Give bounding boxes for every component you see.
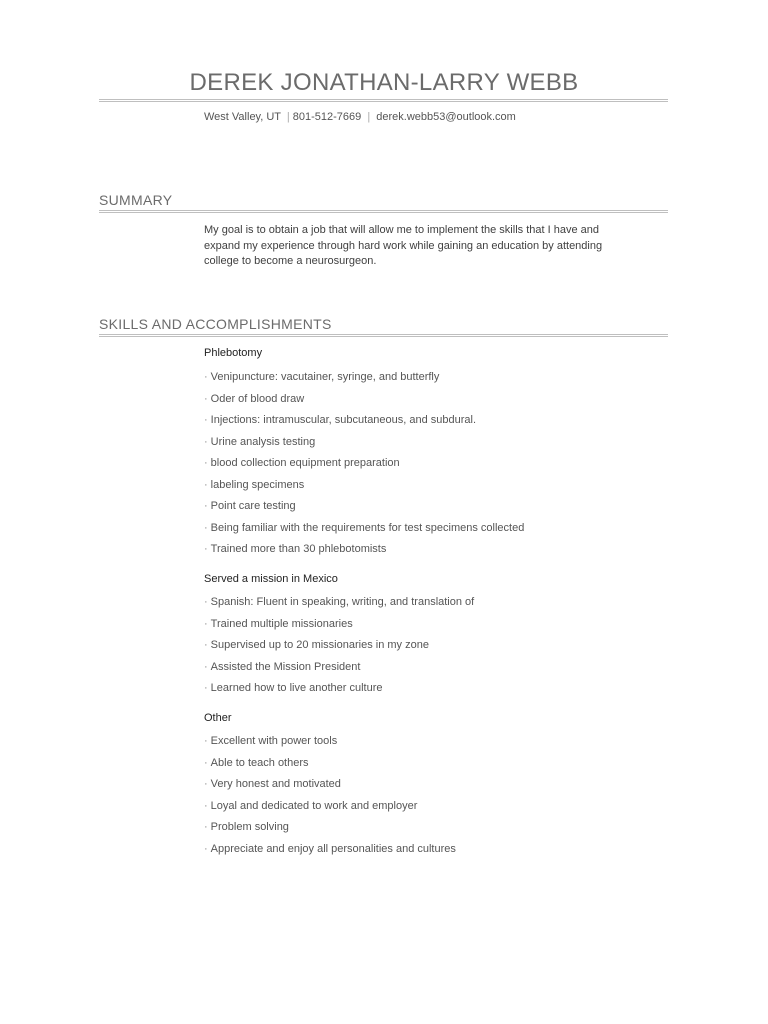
- bullet-glyph: ·: [204, 596, 208, 608]
- bullet-glyph: ·: [204, 639, 208, 651]
- list-item-text: Supervised up to 20 missionaries in my zone: [210, 639, 429, 651]
- list-item: [204, 592, 474, 614]
- phlebotomy-list: [204, 367, 524, 561]
- bullet-glyph: ·: [204, 799, 208, 812]
- list-item-text: Assisted the Mission President: [210, 660, 361, 673]
- list-item-text: Loyal and dedicated to work and employer: [210, 799, 418, 812]
- list-item-text: Urine analysis testing: [210, 435, 316, 448]
- list-item: [204, 817, 456, 839]
- list-item-text: Trained more than 30 phlebotomists: [210, 543, 387, 555]
- list-item: [204, 657, 474, 679]
- list-item-text: Learned how to live another culture: [210, 682, 383, 694]
- bullet-glyph: ·: [204, 457, 208, 469]
- summary-divider: [99, 210, 668, 213]
- list-item-text: Oder of blood draw: [210, 392, 305, 405]
- skills-divider: [99, 334, 668, 337]
- list-item-text: Very honest and motivated: [210, 778, 341, 790]
- list-item: [204, 453, 524, 475]
- bullet-glyph: ·: [204, 543, 208, 555]
- list-item: [204, 496, 524, 518]
- bullet-glyph: ·: [204, 821, 208, 833]
- bullet-glyph: ·: [204, 778, 208, 790]
- contact-phone: 801-512-7669: [292, 111, 362, 123]
- summary-heading: SUMMARY: [99, 192, 173, 208]
- header-divider: [99, 99, 668, 102]
- candidate-name: DEREK JONATHAN-LARRY WEBB: [189, 69, 579, 96]
- list-item-text: Excellent with power tools: [210, 735, 338, 747]
- list-item-text: Venipuncture: vacutainer, syringe, and butterfly: [210, 371, 440, 383]
- list-item: [204, 410, 524, 432]
- list-item: [204, 539, 524, 561]
- bullet-glyph: ·: [204, 842, 208, 855]
- bullet-glyph: ·: [204, 500, 208, 512]
- list-item-text: Problem solving: [210, 821, 289, 833]
- other-list: [204, 731, 456, 860]
- mission-list: [204, 592, 474, 700]
- skills-heading: SKILLS AND ACCOMPLISHMENTS: [99, 316, 332, 332]
- list-item: [204, 432, 524, 454]
- contact-email[interactable]: derek.webb53@outlook.com: [376, 111, 516, 123]
- bullet-glyph: ·: [204, 756, 208, 769]
- list-item: [204, 678, 474, 700]
- bullet-glyph: ·: [204, 735, 208, 747]
- list-item-text: labeling specimens: [210, 478, 305, 491]
- group-heading-mission: Served a mission in Mexico: [204, 573, 338, 585]
- bullet-glyph: ·: [204, 478, 208, 491]
- list-item-text: Appreciate and enjoy all personalities and cultures: [210, 842, 456, 855]
- bullet-glyph: ·: [204, 392, 208, 405]
- contact-separator: |: [286, 111, 290, 123]
- list-item: [204, 389, 524, 411]
- list-item-text: Spanish: Fluent in speaking, writing, and translation of: [210, 596, 475, 608]
- list-item-text: blood collection equipment preparation: [210, 457, 400, 469]
- list-item-text: Able to teach others: [210, 756, 309, 769]
- list-item: [204, 731, 456, 753]
- list-item-text: Point care testing: [210, 500, 296, 512]
- list-item: [204, 518, 524, 540]
- list-item: [204, 774, 456, 796]
- list-item: [204, 753, 456, 775]
- list-item: [204, 796, 456, 818]
- bullet-glyph: ·: [204, 371, 208, 383]
- contact-location: West Valley, UT: [204, 111, 281, 123]
- bullet-glyph: ·: [204, 435, 208, 448]
- bullet-glyph: ·: [204, 660, 208, 673]
- group-heading-phlebotomy: Phlebotomy: [204, 347, 263, 359]
- list-item: [204, 367, 524, 389]
- list-item-text: Injections: intramuscular, subcutaneous, and subdural.: [210, 414, 477, 426]
- list-item: [204, 635, 474, 657]
- bullet-glyph: ·: [204, 682, 208, 694]
- list-item-text: Being familiar with the requirements for test specimens collected: [210, 521, 525, 534]
- group-heading-other: Other: [204, 712, 232, 724]
- bullet-glyph: ·: [204, 521, 208, 534]
- contact-separator: |: [367, 111, 371, 123]
- bullet-glyph: ·: [204, 414, 208, 426]
- list-item: [204, 475, 524, 497]
- bullet-glyph: ·: [204, 617, 208, 630]
- contact-line: [204, 111, 516, 123]
- list-item: [204, 614, 474, 636]
- list-item-text: Trained multiple missionaries: [210, 617, 353, 630]
- list-item: [204, 839, 456, 861]
- summary-text: My goal is to obtain a job that will allow me to implement the skills that I have and expand my experience through hard work while gaining an education by attending college to become a neurosurgeon.: [204, 224, 603, 267]
